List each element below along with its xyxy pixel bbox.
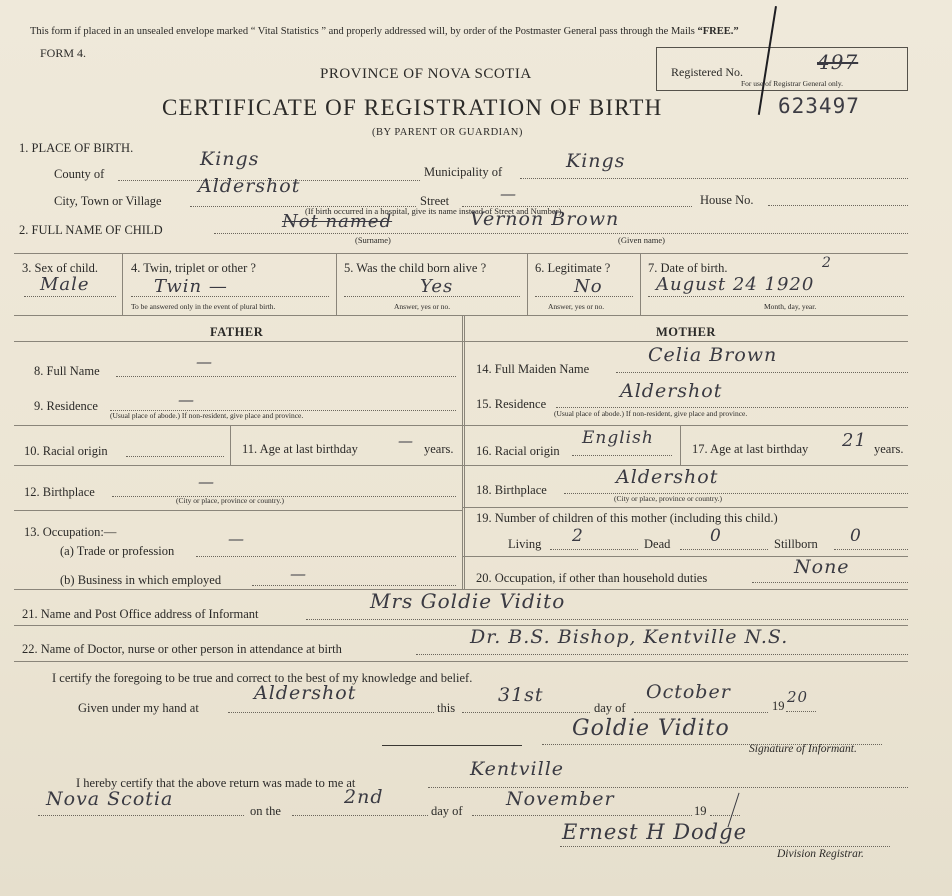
father-birthplace-label: 12. Birthplace (24, 485, 95, 499)
father-years: years. (424, 442, 454, 456)
given-under-label: Given under my hand at (78, 701, 199, 715)
informant-signature: Goldie Vidito (572, 716, 730, 741)
father-residence-label: 9. Residence (34, 399, 98, 413)
father-birthplace-note: (City or place, province or country.) (176, 496, 285, 505)
registrar-use-note: For use of Registrar General only. (741, 79, 843, 88)
mother-racial-line (572, 455, 672, 456)
date-of-birth-note: Month, day, year. (764, 302, 817, 311)
father-name-label: 8. Full Name (34, 364, 100, 378)
stillborn-value: 0 (850, 526, 862, 546)
born-alive-label: 5. Was the child born alive ? (344, 261, 487, 275)
legitimate-note: Answer, yes or no. (548, 302, 605, 311)
row-divider (14, 465, 462, 466)
certificate-number: 623497 (778, 94, 860, 118)
day-line (462, 712, 590, 713)
hospital-note: (If birth occurred in a hospital, give its name instead of Street and Number) (305, 206, 562, 216)
month-value: October (646, 681, 731, 703)
registered-label: Registered No. (671, 65, 743, 79)
province-line (38, 815, 244, 816)
registrar-signature: Ernest H Dodge (562, 820, 747, 844)
father-abode-note: (Usual place of abode.) If non-resident, give place and province. (110, 411, 304, 420)
given-place-line (228, 712, 434, 713)
registrar-month-value: November (506, 788, 615, 810)
on-the-label: on the (250, 804, 281, 818)
dead-line (680, 549, 768, 550)
form-number: FORM 4. (40, 46, 87, 60)
row-divider (14, 253, 908, 254)
column-divider (680, 425, 681, 465)
father-business-line (252, 585, 456, 586)
father-birthplace-value: — (198, 472, 215, 491)
father-name-line (116, 376, 456, 377)
mother-residence-value: Aldershot (620, 380, 723, 402)
province-heading: PROVINCE OF NOVA SCOTIA (320, 66, 532, 82)
doctor-label: 22. Name of Doctor, nurse or other person in attendance at birth (22, 642, 342, 656)
municipality-value: Kings (566, 150, 626, 172)
date-of-birth-label: 7. Date of birth. (648, 261, 728, 275)
date-mark: 2 (822, 255, 832, 271)
mother-occupation-label: 20. Occupation, if other than household duties (476, 571, 708, 585)
mail-notice-text: This form if placed in an unsealed envelope marked “ Vital Statistics ” and properly addressed will, by order of the Postmaster General pass through the Mails (30, 26, 695, 37)
certify-statement: I certify the foregoing to be true and correct to the best of my knowledge and belief. (52, 671, 473, 685)
registrar-year-prefix: 19 (694, 804, 707, 818)
year-prefix: 19 (772, 699, 785, 713)
signature-caption: Signature of Informant. (749, 743, 857, 755)
signature-rule (382, 745, 522, 746)
mother-abode-note: (Usual place of abode.) If non-resident, give place and province. (554, 409, 748, 418)
registrar-caption: Division Registrar. (777, 848, 864, 860)
mother-name-value: Celia Brown (648, 344, 778, 366)
born-alive-value: Yes (420, 276, 454, 297)
legitimate-label: 6. Legitimate ? (535, 261, 611, 275)
mother-years: years. (874, 442, 904, 456)
date-of-birth-value: August 24 1920 (656, 274, 815, 295)
registrar-province-value: Nova Scotia (46, 788, 174, 810)
child-given-value: Vernon Brown (470, 208, 620, 230)
father-residence-value: — (178, 390, 195, 409)
registrar-day-of-label: day of (431, 804, 463, 818)
month-line (634, 712, 768, 713)
registrar-day-line (292, 815, 428, 816)
column-divider (122, 253, 123, 315)
sex-label: 3. Sex of child. (22, 261, 99, 275)
children-count-label: 19. Number of children of this mother (including this child.) (476, 511, 778, 525)
born-alive-note: Answer, yes or no. (394, 302, 451, 311)
county-label: County of (54, 167, 105, 181)
place-of-birth-heading: 1. PLACE OF BIRTH. (19, 141, 134, 155)
registered-value: 497 (817, 50, 859, 74)
municipality-label: Municipality of (424, 165, 503, 179)
row-divider (14, 510, 462, 511)
given-place-value: Aldershot (254, 682, 357, 704)
living-value: 2 (572, 526, 584, 546)
dead-label: Dead (644, 537, 671, 551)
sex-line (24, 296, 116, 297)
child-name-label: 2. FULL NAME OF CHILD (19, 223, 163, 237)
mother-name-label: 14. Full Maiden Name (476, 362, 590, 376)
father-business-label: (b) Business in which employed (60, 573, 222, 587)
date-of-birth-line (648, 296, 904, 297)
county-value: Kings (200, 148, 260, 170)
father-racial-label: 10. Racial origin (24, 444, 108, 458)
child-name-line (214, 233, 908, 234)
page-title: CERTIFICATE OF REGISTRATION OF BIRTH (162, 95, 663, 120)
given-name-caption: (Given name) (618, 235, 665, 245)
father-occupation-label: 13. Occupation:— (24, 525, 117, 539)
doctor-value: Dr. B.S. Bishop, Kentville N.S. (470, 626, 789, 648)
twin-value: Twin — (154, 276, 228, 297)
row-divider (14, 425, 462, 426)
stillborn-label: Stillborn (774, 537, 818, 551)
row-divider (14, 661, 908, 662)
row-divider (14, 315, 908, 316)
mail-notice-free: “FREE.” (697, 26, 739, 37)
house-number-label: House No. (700, 193, 754, 207)
registrar-statement: I hereby certify that the above return was made to me at (76, 776, 356, 790)
year-line (786, 711, 816, 712)
dead-value: 0 (710, 526, 722, 546)
father-heading: FATHER (210, 325, 264, 339)
row-divider (462, 507, 908, 508)
father-age-value: — (398, 432, 414, 450)
twin-note: To be answered only in the event of plural birth. (131, 302, 276, 311)
twin-label: 4. Twin, triplet or other ? (131, 261, 256, 275)
living-label: Living (508, 537, 542, 551)
registrar-place-line (428, 787, 908, 788)
this-label: this (437, 701, 456, 715)
informant-value: Mrs Goldie Vidito (370, 589, 566, 613)
page-subtitle: (BY PARENT OR GUARDIAN) (372, 127, 523, 138)
mother-residence-line (556, 407, 908, 408)
mother-heading: MOTHER (656, 325, 716, 339)
registrar-month-line (472, 815, 692, 816)
mother-occupation-line (752, 582, 908, 583)
municipality-line (520, 178, 908, 179)
column-divider (230, 425, 231, 465)
column-divider (640, 253, 641, 315)
parents-divider (462, 315, 465, 589)
legitimate-value: No (574, 276, 603, 297)
house-number-line (768, 205, 908, 206)
registrar-place-value: Kentville (470, 758, 565, 780)
father-business-value: — (290, 564, 307, 583)
informant-label: 21. Name and Post Office address of Informant (22, 607, 259, 621)
mother-birthplace-value: Aldershot (616, 466, 719, 488)
surname-caption: (Surname) (355, 235, 391, 245)
father-racial-line (126, 456, 224, 457)
mother-occupation-value: None (794, 556, 850, 578)
row-divider (14, 341, 908, 342)
stillborn-line (834, 549, 908, 550)
father-age-label: 11. Age at last birthday (242, 442, 358, 456)
registrar-day-value: 2nd (344, 786, 384, 808)
living-line (550, 549, 638, 550)
mother-age-value: 21 (842, 430, 867, 451)
doctor-line (416, 654, 908, 655)
row-divider (462, 425, 908, 426)
city-value: Aldershot (198, 175, 301, 197)
father-trade-value: — (228, 529, 245, 548)
mother-residence-label: 15. Residence (476, 397, 547, 411)
day-of-label: day of (594, 701, 626, 715)
street-label: Street (420, 194, 450, 208)
mother-racial-value: English (582, 428, 654, 448)
informant-line (306, 619, 908, 620)
city-label: City, Town or Village (54, 194, 162, 208)
mail-notice (30, 27, 739, 38)
mother-birthplace-label: 18. Birthplace (476, 483, 547, 497)
registrar-year-line (710, 815, 740, 816)
column-divider (336, 253, 337, 315)
father-name-value: — (196, 352, 213, 371)
registered-box (656, 47, 908, 91)
sex-value: Male (40, 274, 90, 295)
father-trade-label: (a) Trade or profession (60, 544, 175, 558)
street-value: — (500, 184, 517, 203)
child-surname-value: Not named (282, 211, 393, 232)
father-trade-line (196, 556, 456, 557)
column-divider (527, 253, 528, 315)
mother-birthplace-note: (City or place, province or country.) (614, 494, 723, 503)
mother-racial-label: 16. Racial origin (476, 444, 560, 458)
mother-age-label: 17. Age at last birthday (692, 442, 809, 456)
day-value: 31st (498, 684, 544, 706)
registrar-signature-line (560, 846, 890, 847)
year-value: 20 (787, 688, 809, 706)
mother-name-line (616, 372, 908, 373)
